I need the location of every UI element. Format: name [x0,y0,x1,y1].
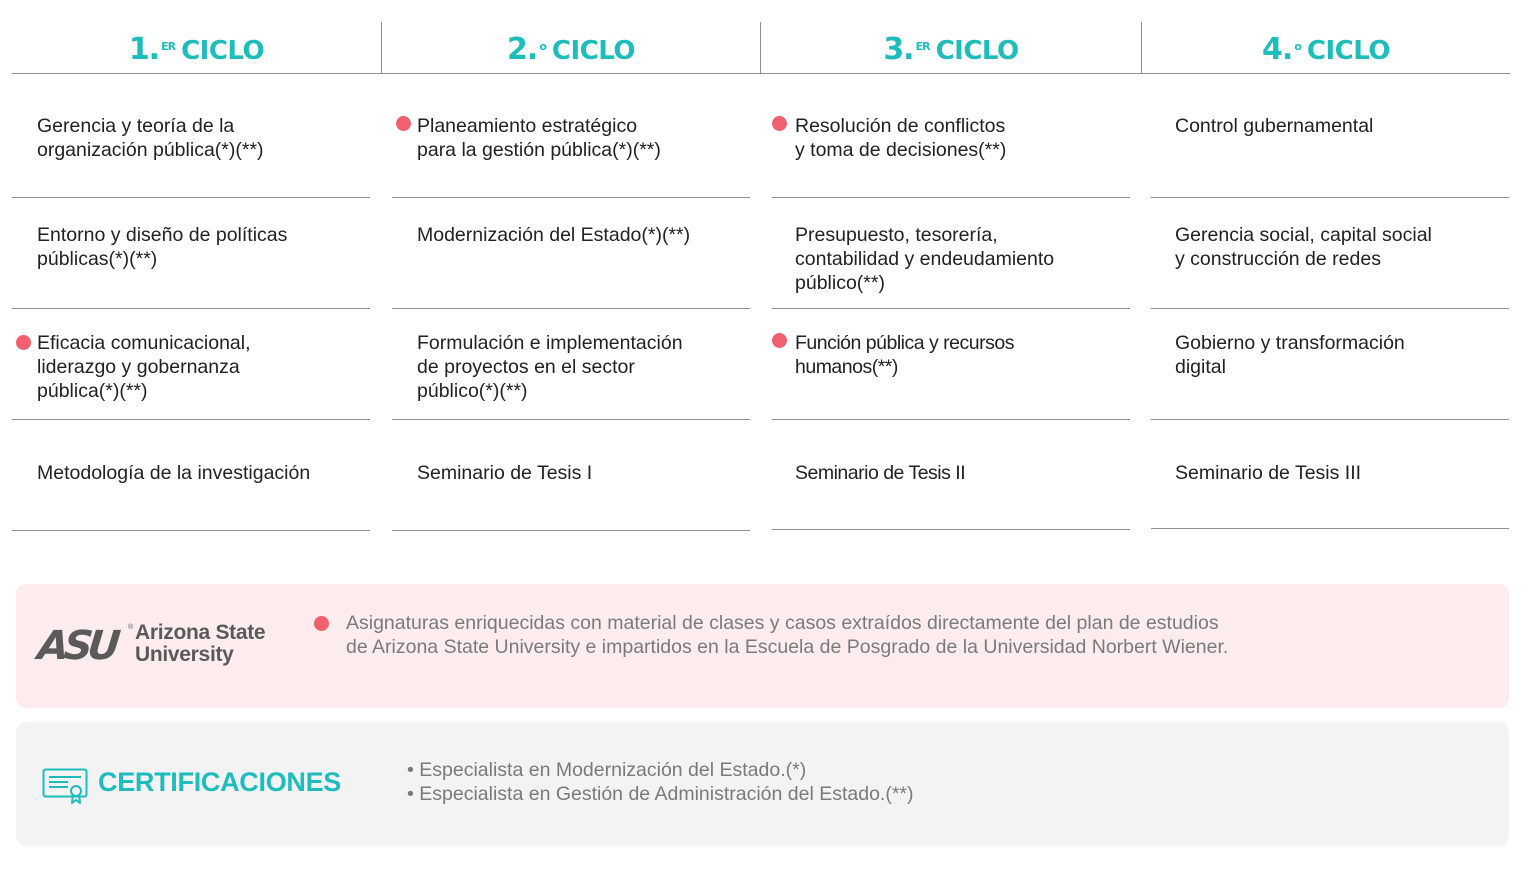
asu-logo [35,621,278,672]
course-cycle2-4: Seminario de Tesis I [417,462,593,484]
asu-marker-dot [772,116,787,131]
cycle-headers [12,22,1510,74]
course-cycle2-2: Modernización del Estado(*)(**) [417,224,691,246]
certifications-panel [16,722,1509,846]
course-cycle4-2: Gerencia social, capital social y construcción de redes [1175,224,1432,270]
row-divider [772,308,1130,309]
course-cycle4-1: Control gubernamental [1175,115,1374,137]
certifications-list [407,758,914,806]
course-cycle1-4: Metodología de la investigación [37,462,311,484]
course-cycle4-3: Gobierno y transformación digital [1175,332,1405,378]
asu-logo-name: Arizona State University [135,621,266,666]
asu-marker-dot [314,616,329,631]
course-cycle3-2: Presupuesto, tesorería, contabilidad y endeudamiento público(**) [795,224,1055,294]
course-cycle3-3: Función pública y recursos humanos(**) [795,332,1014,378]
certifications-title: CERTIFICACIONES [98,767,342,797]
header-cycle-3-number: 3. $^{ER}$ [883,32,930,67]
row-divider [12,308,370,309]
row-divider [12,530,370,531]
row-divider [392,530,750,531]
course-cycle3-1: Resolución de conflictos y toma de decisiones(**) [795,115,1007,161]
course-cycle3-4: Seminario de Tesis II [795,462,966,484]
asu-logo-trademark: ® [128,624,134,631]
course-cycle1-3: Eficacia comunicacional, liderazgo y gobernanza pública(*)(**) [37,332,251,402]
row-divider [772,419,1130,420]
row-divider [1151,308,1509,309]
asu-marker-dot [16,335,31,350]
certificate-icon [42,766,88,804]
certification-item: • Especialista en Gestión de Administración del Estado.(**) [407,782,914,806]
row-divider [392,419,750,420]
row-divider [12,419,370,420]
header-cycle-4 [1142,22,1510,73]
asu-note-panel [16,584,1509,708]
course-cycle1-2: Entorno y diseño de políticas públicas(*)(**) [37,224,288,270]
header-cycle-4-number: 4. $^o$ [1262,32,1301,67]
asu-marker-dot [772,333,787,348]
course-cycle2-3: Formulación e implementación de proyectos en el sector público(*)(**) [417,332,683,402]
header-cycle-2 [382,22,760,73]
row-divider [1151,419,1509,420]
asu-marker-dot [396,116,411,131]
row-divider [392,308,750,309]
header-cycle-4-label: CICLO [1306,36,1390,66]
header-cycle-1-label: CICLO [181,36,265,66]
row-divider [392,197,750,198]
row-divider [772,197,1130,198]
header-cycle-3 [761,22,1141,73]
asu-logo-mark: ASU [35,623,118,669]
course-cycle1-1: Gerencia y teoría de la organización pública(*)(**) [37,115,264,161]
row-divider [772,529,1130,530]
row-divider [1151,197,1509,198]
course-cycle4-4: Seminario de Tesis III [1175,462,1362,484]
course-cycle2-1: Planeamiento estratégico para la gestión pública(*)(**) [417,115,661,161]
header-cycle-3-label: CICLO [935,36,1019,66]
header-cycle-1 [12,22,381,73]
header-cycle-2-number: 2. $^o$ [507,32,546,67]
asu-note-text: Asignaturas enriquecidas con material de clases y casos extraídos directamente del plan de estudios de Arizona State University e impartidos en la Escuela de Posgrado de la Universidad Norbert Wiener. [346,612,1229,658]
header-cycle-2-label: CICLO [551,36,635,66]
header-cycle-1-number: 1. $^{ER}$ [128,32,176,67]
row-divider [1151,528,1509,529]
row-divider [12,197,370,198]
certification-item: • Especialista en Modernización del Estado.(*) [407,758,914,782]
